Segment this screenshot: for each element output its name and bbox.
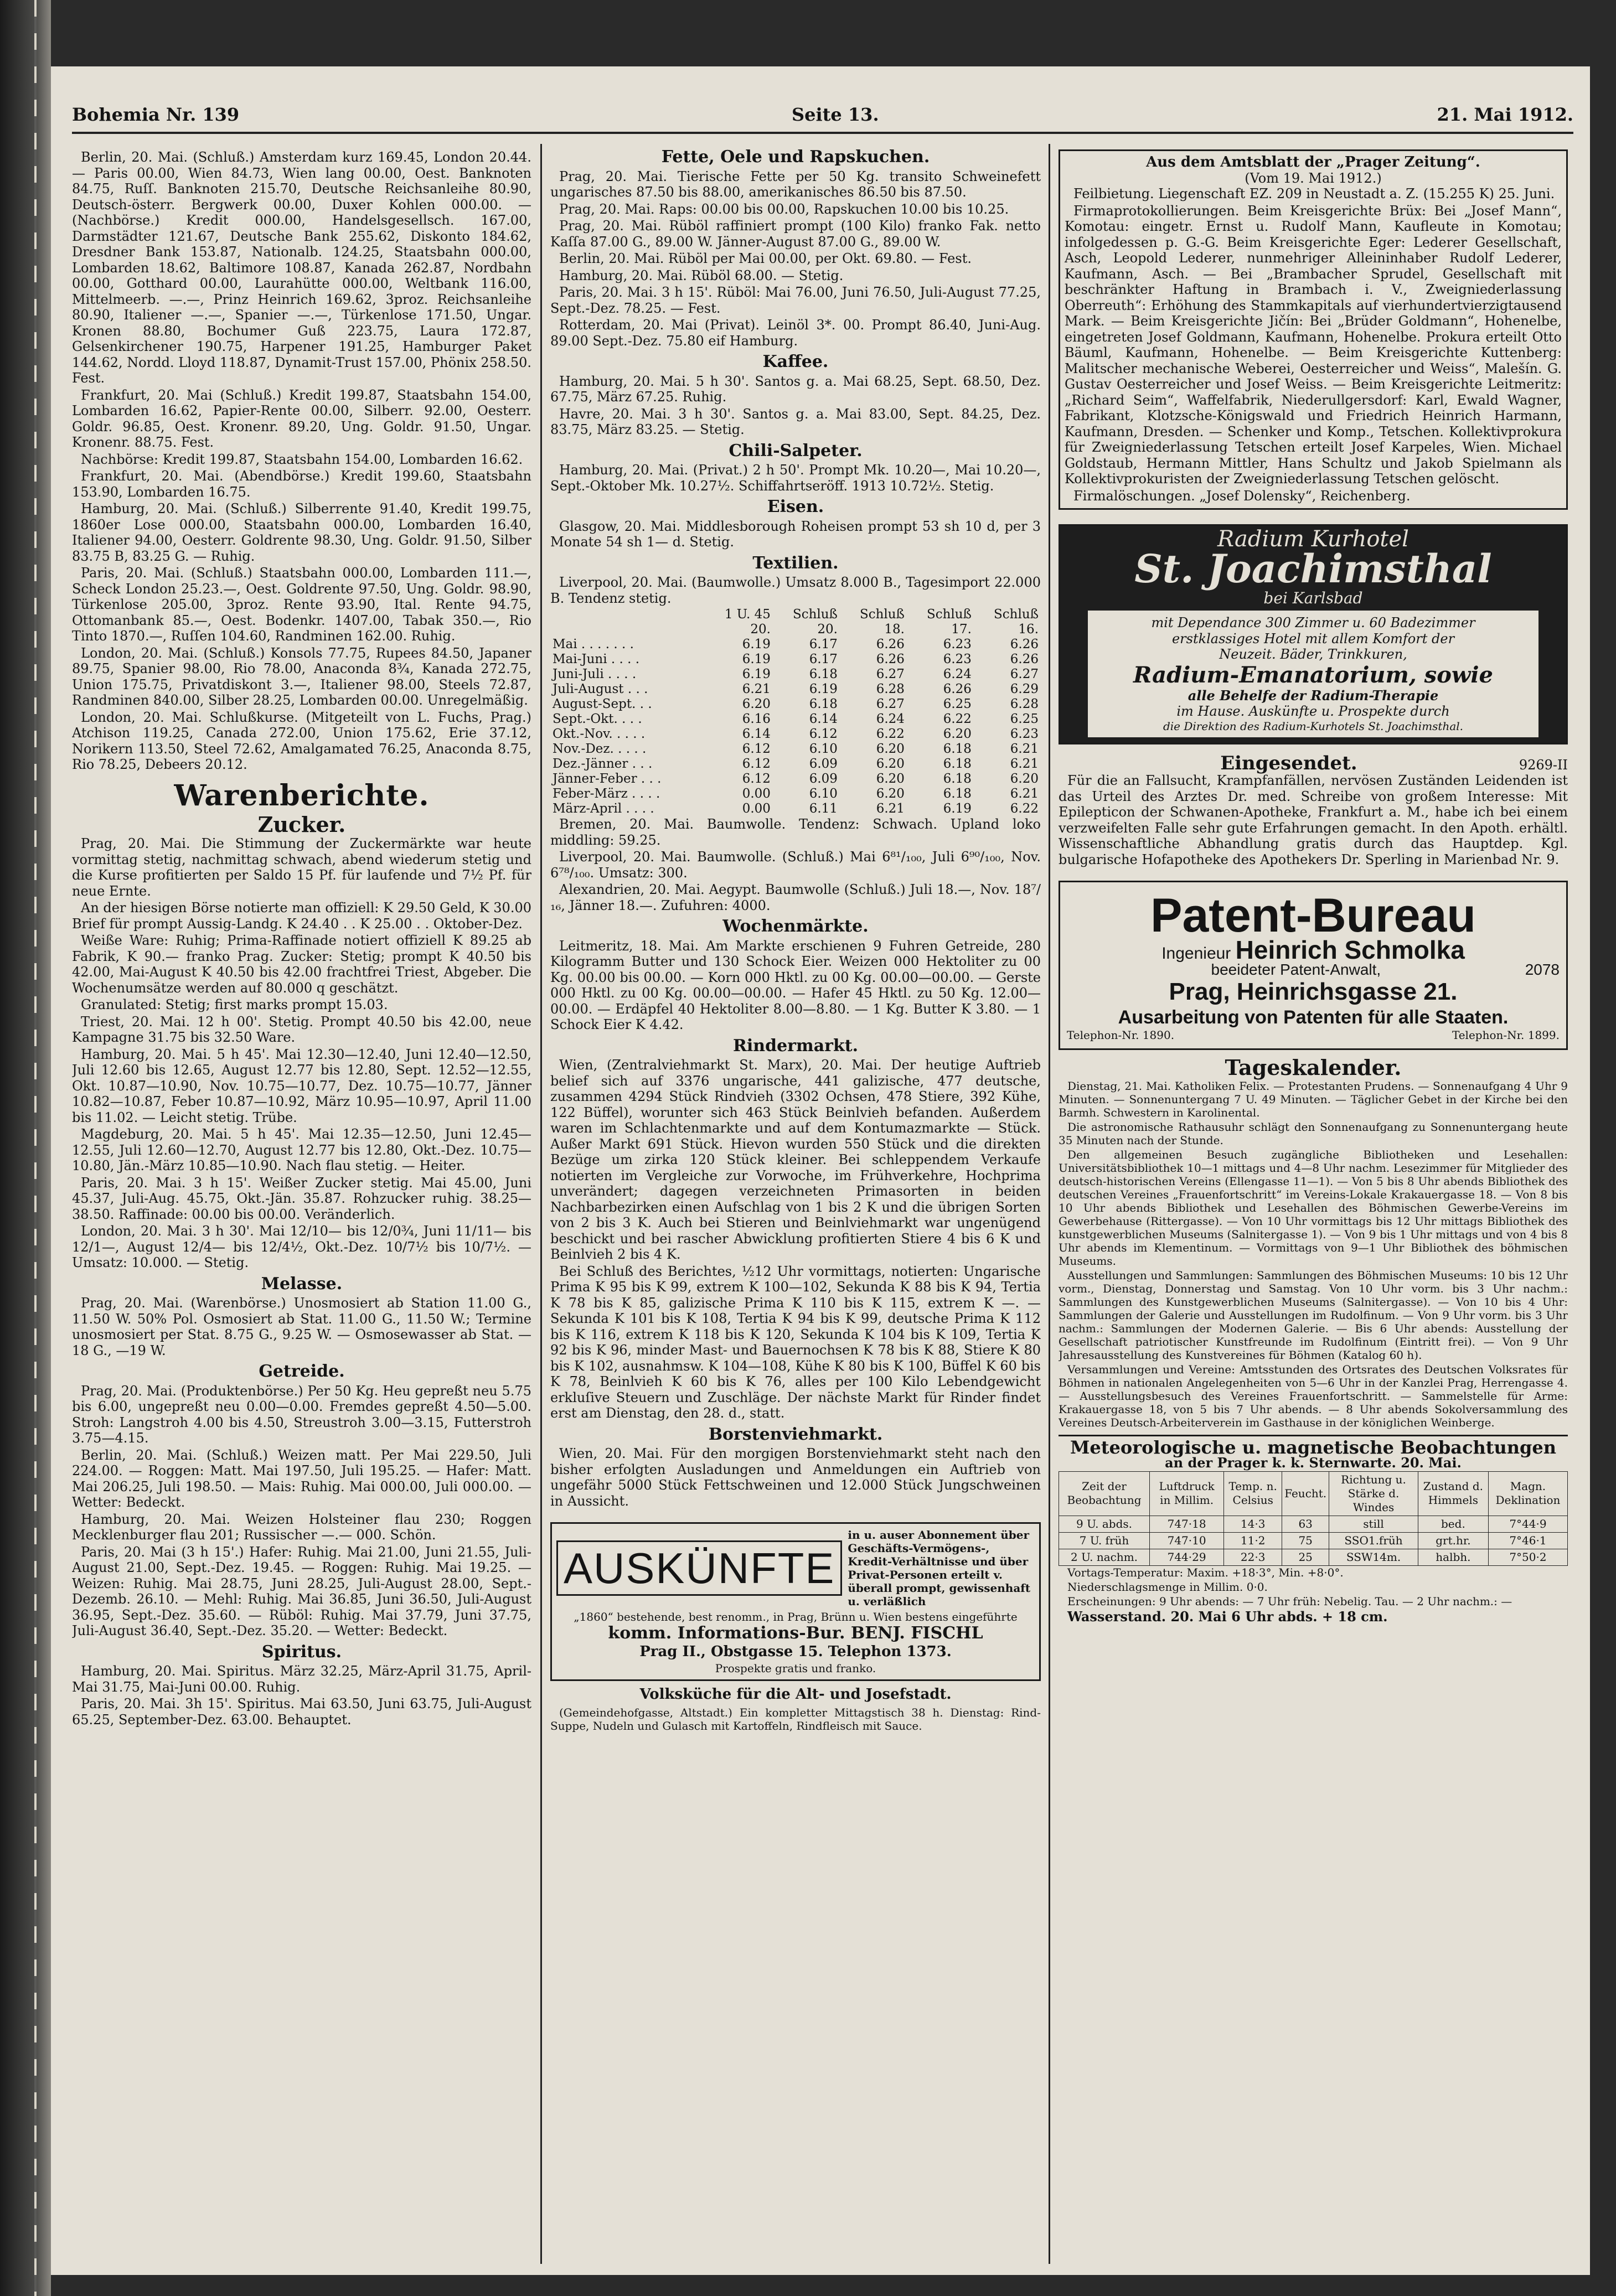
- meteo-section: [1059, 1435, 1568, 1625]
- iron-report: Glasgow, 20. Mai. Middlesborough Roheisen prompt 53 sh 10 d, per 3 Monate 54 sh 1— d. Stetig.: [550, 518, 1041, 550]
- column-left: [72, 149, 531, 2269]
- table-cell: 7°46·1: [1488, 1532, 1567, 1549]
- table-cell: grt.hr.: [1418, 1532, 1488, 1549]
- fats-report: Hamburg, 20. Mai. Rüböl 68.00. — Stetig.: [559, 267, 844, 283]
- table-row: [1059, 1532, 1568, 1549]
- newspaper-page: [51, 66, 1590, 2275]
- table-cell: 6.19: [742, 637, 771, 651]
- table-cell: 6.27: [876, 667, 905, 681]
- fats-report: Paris, 20. Mai. 3 h 15'. Rüböl: Mai 76.00, Juni 76.50, Juli-August 77.25, Sept.-Dez. 78.25. — Fest.: [550, 285, 1041, 316]
- table-cell: 9 U. abds.: [1059, 1516, 1150, 1532]
- table-header-cell: 17.: [951, 622, 972, 637]
- radium-ad-name: St. Joachimsthal: [1134, 545, 1492, 592]
- table-cell: 75: [1282, 1532, 1329, 1549]
- market-report: Nachbörse: Kredit 199.87, Staatsbahn 154.00, Lombarden 16.62.: [81, 451, 523, 467]
- table-header-row: [550, 622, 1041, 637]
- table-cell: 6.19: [943, 801, 972, 816]
- table-header-cell: [550, 622, 704, 637]
- sugar-report: London, 20. Mai. 3 h 30'. Mai 12/10— bis 12/0¾, Juni 11/11— bis 12/1—, August 12/4— bis 12/4½, Okt.-Dez. 10/7½ bis 10/7½. — Umsatz: 10.000. — Stetig.: [72, 1223, 531, 1270]
- market-report: London, 20. Mai. Schlußkurse. (Mitgeteilt von L. Fuchs, Prag.) Atchison 119.25, Canada 272.00, Union 175.62, Erie 37.12, Norikern 113.50, Steel 72.62, Amalgamated 76.25, Anaconda 8.75, Rio 78.25, Debeers 20.12.: [72, 709, 531, 772]
- table-row: [1059, 1549, 1568, 1565]
- table-cell: 6.18: [809, 667, 838, 681]
- table-cell: 63: [1282, 1516, 1329, 1532]
- advertisement-patent-bureau: [1059, 881, 1568, 1050]
- sugar-report: Prag, 20. Mai. Die Stimmung der Zuckermärkte war heute vormittag stetig, nachmittag schwach, abend wiederum stetig und die Kurse profitierten per Saldo 15 Pf. für laufende und 7½ Pf. für neue Ernte.: [72, 836, 531, 899]
- table-cell: 6.21: [1010, 742, 1039, 756]
- table-cell: 6.09: [809, 757, 838, 771]
- calendar-entry: Dienstag, 21. Mai. Katholiken Felix. — Protestanten Prudens. — Sonnenaufgang 4 Uhr 9 Minuten. — Sonnenuntergang 7 U. 49 Minuten. — Täglicher Gebet in der Kirche bei den Barmh. Schwestern in Karolinental.: [1059, 1079, 1568, 1119]
- patent-ad-address: Prag, Heinrichsgasse 21.: [1169, 978, 1458, 1005]
- table-cell: Okt.-Nov. . . . .: [553, 727, 646, 741]
- saltpeter-report: Hamburg, 20. Mai. (Privat.) 2 h 50'. Prompt Mk. 10.20—, Mai 10.20—, Sept.-Oktober Mk. 10.27½. Schiffahrtseröff. 1913 10.72½. Stetig.: [550, 462, 1041, 494]
- table-row: [550, 652, 1041, 667]
- meteo-note: Niederschlagsmenge in Millim. 0·0.: [1067, 1580, 1268, 1594]
- grain-report: Hamburg, 20. Mai. Weizen Holsteiner flau 230; Roggen Mecklenburger flau 201; Russischer —.— 000. Schön.: [72, 1511, 531, 1543]
- table-cell: 6.19: [809, 682, 838, 696]
- ad-top-row: [556, 1528, 1035, 1608]
- table-cell: 6.12: [742, 772, 771, 786]
- textile-report: Liverpool, 20. Mai. Baumwolle. (Schluß.) Mai 6⁸¹/₁₀₀, Juli 6⁹⁰/₁₀₀, Nov. 6⁷⁸/₁₀₀. Umsatz: 300.: [550, 849, 1041, 881]
- radium-ad-line: erstklassiges Hotel mit allem Komfort der: [1171, 630, 1455, 647]
- ad-title: AUSKÜNFTE: [556, 1540, 842, 1596]
- table-header-cell: Zeit der Beobachtung: [1059, 1471, 1150, 1516]
- table-cell: 6.12: [809, 727, 838, 741]
- radium-ad-details: [1088, 611, 1538, 737]
- table-row: [550, 801, 1041, 816]
- table-header-cell: 16.: [1018, 622, 1039, 637]
- spirits-report: Paris, 20. Mai. 3h 15'. Spiritus. Mai 63.50, Juni 63.75, Juli-August 65.25, September-Dez. 63.00. Behauptet.: [72, 1696, 531, 1728]
- table-cell: 6.22: [943, 712, 972, 726]
- patent-ad-role: beeideter Patent-Anwalt,: [1211, 960, 1381, 978]
- amtsblatt-entry: Firmalöschungen. „Josef Dolensky“, Reichenberg.: [1073, 488, 1411, 504]
- table-cell: 6.18: [943, 757, 972, 771]
- patent-ad-work: Ausarbeitung von Patenten für alle Staaten.: [1118, 1007, 1509, 1028]
- table-cell: 6.14: [742, 727, 771, 741]
- radium-ad-line: alle Behelfe der Radium-Therapie: [1188, 687, 1439, 704]
- textile-report: Bremen, 20. Mai. Baumwolle. Tendenz: Schwach. Upland loko middling: 59.25.: [550, 816, 1041, 848]
- eingesendet-text: Für die an Fallsucht, Krampfanfällen, nervösen Zuständen Leidenden ist das Urteil des Arztes Dr. med. Schreibe von großem Interesse: Mit Epilepticon der Schwanen-Apotheke, Frankfurt a. M., habe ich bei einem verzweifelten Falle sehr gute Erfahrungen gemacht. In den Apoth. erhältl. Wissenschaftliche Abhandlung gratis durch das Hauptdep. Kgl. bulgarische Hofapotheke des Apothekers Dr. Sperling in Marienbad Nr. 9.: [1059, 773, 1568, 867]
- table-cell: halbh.: [1418, 1549, 1488, 1565]
- coffee-report: Hamburg, 20. Mai. 5 h 30'. Santos g. a. Mai 68.25, Sept. 68.50, Dez. 67.75, März 67.25. Ruhig.: [550, 373, 1041, 405]
- sugar-report: Hamburg, 20. Mai. 5 h 45'. Mai 12.30—12.40, Juni 12.40—12.50, Juli 12.60 bis 12.65, August 12.77 bis 12.80, Sept. 12.52—12.55, Okt. 10.87—10.90, Nov. 10.75—10.77, Dez. 10.75—10.77, Jänner 10.82—10.87, Feber 10.87—10.92, März 10.95—10.97, April 11.00 bis 11.02. — Leicht stetig. Trübe.: [72, 1046, 531, 1125]
- patent-ad-role-line: [1067, 962, 1560, 978]
- table-cell: 6.18: [809, 697, 838, 711]
- fats-report: Berlin, 20. Mai. Rüböl per Mai 00.00, per Okt. 69.80. — Fest.: [559, 251, 972, 266]
- table-header-cell: Schluß: [926, 607, 972, 622]
- table-row: [1059, 1516, 1568, 1532]
- table-cell: 6.18: [943, 742, 972, 756]
- table-cell: 6.21: [742, 682, 771, 696]
- eingesendet-title: Eingesendet.: [1220, 752, 1357, 774]
- sugar-report: Granulated: Stetig; first marks prompt 15.03.: [81, 997, 388, 1012]
- table-cell: 6.23: [943, 637, 972, 651]
- column-rule-1: [540, 144, 542, 2264]
- radium-ad-line: mit Dependance 300 Zimmer u. 60 Badezimmer: [1151, 615, 1475, 630]
- section-heading-zucker: Zucker.: [257, 811, 346, 837]
- table-cell: 6.26: [943, 682, 972, 696]
- table-cell: 6.26: [1010, 637, 1039, 651]
- table-cell: 6.16: [742, 712, 771, 726]
- table-header-cell: Schluß: [859, 607, 905, 622]
- header-page-number: Seite 13.: [792, 104, 879, 125]
- market-report: London, 20. Mai. (Schluß.) Konsols 77.75, Rupees 84.50, Japaner 89.75, Spanier 98.00, Rio 78.00, Anaconda 8¾, Kanada 272.75, Union 175.75, Privatdiskont 3.—, Italiener 98.00, Steels 72.87, Randminen 840.00, Silber 28.25, Lombarden 00.00. Unregelmäßig.: [72, 645, 531, 708]
- table-cell: Mai-Juni . . . .: [553, 652, 640, 666]
- table-cell: bed.: [1418, 1516, 1488, 1532]
- table-cell: 6.23: [1010, 727, 1039, 741]
- table-cell: 6.10: [809, 742, 838, 756]
- section-heading-chili-salpeter: Chili-Salpeter.: [729, 441, 863, 461]
- market-report: Frankfurt, 20. Mai (Schluß.) Kredit 199.87, Staatsbahn 154.00, Lombarden 16.62, Papier-Rente 00.00, Silberr. 92.00, Oesterr. Goldr. 96.85, Oest. Kronenr. 89.20, Ung. Goldr. 91.50, Ungar. Kronenr. 88.75. Fest.: [72, 387, 531, 450]
- table-header-cell: Schluß: [792, 607, 838, 622]
- table-cell: 2 U. nachm.: [1059, 1549, 1150, 1565]
- calendar-entry: Ausstellungen und Sammlungen: Sammlungen des Böhmischen Museums: 10 bis 12 Uhr vorm., Dienstag, Donnerstag und Samstag. Von 10 Uhr vorm. bis 3 Uhr nachm.: Sammlungen des Kunstgewerblichen Museums (Salnitergasse). — Von 10 bis 4 Uhr: Sammlungen der Galerie und Ausstellungen im Rudolfinum. — Von 9 Uhr vorm. bis 3 Uhr nachm.: Sammlungen der Modernen Galerie. — Bis 6 Uhr abends: Ausstellung der Gesellschaft patriotischer Kunstfreunde im Rudolfinum (Eintritt frei). — Von 9 Uhr Jahresausstellung des Kunstvereines für Böhmen (Katalog 60 h).: [1059, 1268, 1568, 1362]
- table-row: [550, 757, 1041, 772]
- table-cell: 7 U. früh: [1059, 1532, 1150, 1549]
- cotton-price-table: [550, 607, 1041, 816]
- meteo-subtitle: an der Prager k. k. Sternwarte. 20. Mai.: [1165, 1455, 1462, 1471]
- table-header-cell: 20.: [750, 622, 771, 637]
- table-header-cell: Magn. Deklination: [1488, 1471, 1567, 1516]
- table-header-cell: Schluß: [994, 607, 1039, 622]
- ad-footer: Prospekte gratis und franko.: [715, 1662, 876, 1675]
- eingesendet-header: [1059, 752, 1568, 774]
- table-row: [550, 742, 1041, 757]
- advertisement-radium-kurhotel: [1059, 524, 1568, 744]
- section-heading-textilien: Textilien.: [752, 553, 839, 573]
- table-row: [550, 772, 1041, 787]
- table-cell: SSW14m.: [1329, 1549, 1418, 1565]
- column-right: [1059, 149, 1568, 2269]
- section-heading-melasse: Melasse.: [261, 1274, 343, 1294]
- patent-ad-ing: Ingenieur: [1161, 944, 1231, 963]
- table-cell: Dez.-Jänner . . .: [553, 757, 653, 771]
- table-cell: 6.29: [1010, 682, 1039, 696]
- table-cell: 6.21: [1010, 787, 1039, 801]
- meteo-title: Meteorologische u. magnetische Beobachtungen: [1070, 1436, 1557, 1458]
- eingesendet-number: 9269-II: [1519, 757, 1568, 773]
- table-header-cell: 1 U. 45: [724, 607, 771, 622]
- table-row: [550, 682, 1041, 697]
- table-row: [550, 697, 1041, 712]
- patent-ad-number: 2078: [1525, 960, 1560, 978]
- section-heading-borstenviehmarkt: Borstenviehmarkt.: [708, 1424, 883, 1444]
- radium-ad-location: bei Karlsbad: [1263, 588, 1363, 607]
- table-cell: 6.25: [943, 697, 972, 711]
- fats-report: Prag, 20. Mai. Tierische Fette per 50 Kg. transito Schweinefett ungarisches 87.50 bis 88.00, amerikanisches 86.50 bis 87.50.: [550, 168, 1041, 200]
- sugar-report: Triest, 20. Mai. 12 h 00'. Stetig. Prompt 40.50 bis 42.00, neue Kampagne 31.75 bis 32.50 Ware.: [72, 1013, 531, 1045]
- calendar-entry: Die astronomische Rathausuhr schlägt den Sonnenaufgang zu Sonnenuntergang heute 35 Minuten nach der Stunde.: [1059, 1120, 1568, 1147]
- meteo-table: [1059, 1471, 1568, 1566]
- sugar-report: Weiße Ware: Ruhig; Prima-Raffinade notiert offiziell K 89.25 ab Fabrik, K 90.— franko Prag. Zucker: Stetig; prompt K 40.50 bis 42.00, Mai-August K 40.50 bis 42.00 frachtfrei Triest, Abgeber. Die Wochenumsätze werden auf 80.000 q geschätzt.: [72, 933, 531, 996]
- amtsblatt-box: [1059, 149, 1568, 510]
- pig-market-report: Wien, 20. Mai. Für den morgigen Borstenviehmarkt steht nach den bisher erfolgten Ausladungen und Anmeldungen ein Auftrieb von ungefähr 5000 Stück Fettschweinen und 12.000 Stück Jungschweinen in Aussicht.: [550, 1446, 1041, 1509]
- radium-ad-top: Radium Kurhotel: [1217, 526, 1409, 552]
- table-header-cell: 20.: [817, 622, 838, 637]
- table-header-cell: Richtung u. Stärke d. Windes: [1329, 1471, 1418, 1516]
- table-cell: 6.22: [1010, 801, 1039, 816]
- table-cell: Jänner-Feber . . .: [553, 772, 662, 786]
- table-header-cell: Feucht.: [1282, 1471, 1329, 1516]
- table-cell: 6.19: [742, 652, 771, 666]
- sugar-report: Paris, 20. Mai. 3 h 15'. Weißer Zucker stetig. Mai 45.00, Juni 45.37, Juli-Aug. 45.75, Okt.-Jän. 35.87. Rohzucker ruhig. 38.25—38.50. Raffinade: 00.00 bis 00.00. Veränderlich.: [72, 1175, 531, 1222]
- table-cell: Nov.-Dez. . . . .: [553, 742, 647, 756]
- market-report: Paris, 20. Mai. (Schluß.) Staatsbahn 000.00, Lombarden 111.—, Scheck London 25.23.—, Oest. Goldrente 97.50, Ung. Goldr. 98.90, Türkenlose 205.00, 3proz. Rente 93.90, Ital. Rente 94.75, Ottomanbank 85.—, Oest. Bodenkr. 1407.00, Tabak 350.—, Rio Tinto 1870.—, Ruſſen 104.60, Randminen 162.00. Ruhig.: [72, 565, 531, 644]
- column-middle: [550, 149, 1041, 2269]
- section-heading-rindermarkt: Rindermarkt.: [732, 1036, 859, 1056]
- fats-report: Rotterdam, 20. Mai (Privat). Leinöl 3*. 00. Prompt 86.40, Juni-Aug. 89.00 Sept.-Dez. 75.80 eif Hamburg.: [550, 317, 1041, 349]
- table-cell: 6.20: [876, 772, 905, 786]
- table-cell: 22·3: [1224, 1549, 1282, 1565]
- patent-ad-name: Heinrich Schmolka: [1235, 935, 1465, 964]
- table-cell: 0.00: [742, 787, 771, 801]
- meteo-note: Erscheinungen: 9 Uhr abends: — 7 Uhr früh: Nebelig. Tau. — 2 Uhr nachm.: —: [1067, 1594, 1512, 1608]
- ad-address: Prag II., Obstgasse 15. Telephon 1373.: [639, 1643, 952, 1660]
- table-row: [550, 727, 1041, 742]
- table-cell: 6.28: [1010, 697, 1039, 711]
- calendar-entry: Den allgemeinen Besuch zugängliche Bibliotheken und Lesehallen: Universitätsbibliothek 10—1 mittags und 4—8 Uhr nachm. Lesezimmer für Mitglieder des deutsch-historischen Vereins (Ellengasse 11—1). — Von 5 bis 8 Uhr abends Bibliothek des deutschen Vereines „Frauenfortschritt“ im Vereins-Lokale Krakauergasse 18. — Von 8 bis 10 Uhr abends Bibliothek und Lesehallen des Böhmischen Gewerbe-Vereins im Gewerbehause (Rittergasse). — Von 10 Uhr vormittags bis 12 Uhr mittags Bibliothek des kunstgewerblichen Museums (Salnitergasse 1). — Von 9 bis 1 Uhr mittags und von 4 bis 8 Uhr abends im Klementinum. — Vormittags von 9—1 Uhr Bibliothek des böhmischen Museums.: [1059, 1147, 1568, 1268]
- patent-ad-phone: Telephon-Nr. 1890.: [1067, 1028, 1175, 1042]
- table-cell: 6.12: [742, 742, 771, 756]
- table-cell: 6.20: [943, 727, 972, 741]
- cotton-table-body: [550, 637, 1041, 816]
- table-row: [550, 712, 1041, 727]
- section-heading-getreide: Getreide.: [259, 1362, 345, 1381]
- table-cell: Sept.-Okt. . . .: [553, 712, 642, 726]
- table-cell: 6.20: [742, 697, 771, 711]
- amtsblatt-subtitle: (Vom 19. Mai 1912.): [1245, 170, 1382, 186]
- calendar-entry: Versammlungen und Vereine: Amtsstunden des Ortsrates des Deutschen Volksrates für Böhmen in nationalen Angelegenheiten von 5—6 Uhr in der Kanzlei Prag, Herrengasse 4. — Ausstellungsbesuch des Vereines Frauenfortschritt. — Sammelstelle für Arme: Krakauergasse 18, von 5 bis 7 Uhr abends. — 8 Uhr abends Sokolversammlung des Vereines Deutsch-Arbeiterverein im Gasthause in der königlichen Weinberge.: [1059, 1362, 1568, 1429]
- table-cell: 6.27: [1010, 667, 1039, 681]
- table-cell: 6.11: [809, 801, 838, 816]
- table-cell: Mai . . . . . . .: [553, 637, 634, 651]
- grain-report: Prag, 20. Mai. (Produktenbörse.) Per 50 Kg. Heu gepreßt neu 5.75 bis 6.00, ungepreßt neu 0.00—0.00. Fremdes gepreßt 4.50—5.00. Stroh: Langstroh 4.00 bis 4.50, Streustroh 3.00—3.15, Futterstroh 3.75—4.15.: [72, 1383, 531, 1446]
- header-rule: [72, 132, 1573, 134]
- grain-report: Berlin, 20. Mai. (Schluß.) Weizen matt. Per Mai 229.50, Juli 224.00. — Roggen: Matt. Mai 197.50, Juli 195.25. — Hafer: Matt. Mai 206.25, Juli 198.50. — Mais: Ruhig. Mai 000.00, Juli 000.00. — Wetter: Bedeckt.: [72, 1447, 531, 1510]
- table-cell: 747·18: [1150, 1516, 1224, 1532]
- advertisement-auskuenfte: [550, 1522, 1041, 1681]
- cattle-report: Wien, (Zentralviehmarkt St. Marx), 20. Mai. Der heutige Auftrieb belief sich auf 3376 ungarische, 441 galizische, 477 deutsche, zusammen 4294 Stück Rindvieh (3302 Ochsen, 478 Stiere, 392 Kühe, 122 Büffel), worunter sich 463 Stück Beinlvieh befanden. Außerdem waren im Schlachtenmarkte und auf dem Kontumazmarkte — Stück. Außer Markt 691 Stück. Hievon wurden 550 Stück und die direkten Bezüge um zirka 120 Stück kleiner. Bei schleppendem Verkaufe notierten im Vergleiche zur Vorwoche, im Frühverkehre, Hochprima unverändert; dagegen verzeichneten Primasorten in beiden Nachbarbezirken einen Aufschlag von 1 bis 2 K und die übrigen Sorten von 2 bis 3 K. Auch bei Stieren und Beinlviehmarkt war ungenügend beschickt und bei rascher Abwicklung profitierten Stiere 4 bis 6 K und Beinlvieh 2 bis 4 K.: [550, 1057, 1041, 1262]
- table-cell: 6.12: [742, 757, 771, 771]
- table-cell: 6.18: [943, 772, 972, 786]
- table-cell: 6.26: [876, 637, 905, 651]
- radium-ad-line: Radium-Emanatorium, sowie: [1133, 661, 1493, 688]
- radium-ad-line: im Hause. Auskünfte u. Prospekte durch: [1176, 704, 1450, 719]
- section-heading-eisen: Eisen.: [767, 497, 824, 516]
- table-cell: 6.17: [809, 652, 838, 666]
- weekly-market-report: Leitmeritz, 18. Mai. Am Markte erschienen 9 Fuhren Getreide, 280 Kilogramm Butter und 130 Schock Eier. Weizen 000 Hektoliter zu 00 Kg. 00.00 bis 00.00. — Korn 000 Hktl. zu 00 Kg. 00.00—00.00. — Gerste 000 Hktl. zu 00 Kg. 00.00—00.00. — Hafer 45 Hktl. zu 50 Kg. 12.00—00.00. — Erdäpfel 40 Hektoliter 8.00—8.80. — 1 Kg. Butter K 3.80. — 1 Schock Eier K 4.42.: [550, 938, 1041, 1032]
- meteo-note: Vortags-Temperatur: Maxim. +18·3°, Min. +8·0°.: [1067, 1565, 1344, 1579]
- binding-stitch: [34, 0, 37, 2296]
- table-cell: 6.23: [943, 652, 972, 666]
- market-report: Frankfurt, 20. Mai. (Abendbörse.) Kredit 199.60, Staatsbahn 153.90, Lombarden 16.75.: [72, 468, 531, 500]
- fats-report: Prag, 20. Mai. Rüböl raffiniert prompt (100 Kilo) franko Fak. netto Kaſſa 87.00 G., 89.00 W. Jänner-August 87.00 G., 89.00 W.: [550, 218, 1041, 250]
- volkskueche-text: (Gemeindehofgasse, Altstadt.) Ein kompletter Mittagstisch 38 h. Dienstag: Rind-Suppe, Nudeln und Gulasch mit Kartoffeln, Rindfleisch mit Sauce.: [550, 1705, 1041, 1733]
- table-cell: Juli-August . . .: [553, 682, 648, 696]
- amtsblatt-title: Aus dem Amtsblatt der „Prager Zeitung“.: [1146, 154, 1480, 170]
- book-binding-edge: [0, 0, 51, 2296]
- amtsblatt-entry: Firmaprotokollierungen. Beim Kreisgerichte Brüx: Bei „Josef Mann“, Komotau: eingetr. Ernst u. Rudolf Mann, Kaufleute in Komotau; infolgedessen p. G.-G. Beim Kreisgerichte Eger: Lederer Gesellschaft, Asch, Leopold Lederer, nunmehriger Alleininhaber Rudolf Lederer, Kaufmann, Asch. — Bei „Brambacher Sprudel, Gesellschaft mit beschränkter Haftung in Brambach i. V., Zweigniederlassung Oberreuth“: Erhöhung des Stammkapitals auf vierhundertvierzigtausend Mark. — Beim Kreisgerichte Jičín: Bei „Brüder Goldmann“, Hohenelbe, eingetreten Josef Goldmann, Kaufmann, Hohenelbe. Prokura erteilt Otto Bäuml, Kaufmann, Hohenelbe. — Beim Kreisgerichte Kuttenberg: Malitscher mechanische Weberei, Oesterreicher und Weiss“, Malešín. G. Gustav Oesterreicher und Josef Weiss. — Beim Kreisgerichte Leitmeritz: „Richard Seim“, Waffelfabrik, Niederullgersdorf: Karl, Ewald Wagner, Fabrikant, Klotzsche-Königswald und Friedrich Heinrich Harmann, Kaufmann, Dresden. — Schenker und Komp., Tetschen. Kollektivprokura für Zweigniederlassung Tetschen erteilt Josef Karpeles, Wien. Michael Goldstaub, Hermann Mittler, Hans Schultz und Jakob Spielmann als Kollektivprokuristen der Zweigniederlassung Tetschen gelöscht.: [1065, 203, 1562, 487]
- table-header-row: [550, 607, 1041, 622]
- grain-report: Paris, 20. Mai (3 h 15'.) Hafer: Ruhig. Mai 21.00, Juni 21.55, Juli-August 21.00, Sept.-Dez. 19.45. — Roggen: Ruhig. Mai 19.25. — Weizen: Ruhig. Mai 28.75, Juni 28.25, Juli-August 28.00, Sept.-Dezemb. 26.10. — Mehl: Ruhig. Mai 36.85, Juni 36.50, Juli-August 36.95, Sept.-Dez. 35.60. — Rüböl: Ruhig. Mai 37.79, Juni 37.75, Juli-August 36.40, Sept.-Dez. 35.20. — Wetter: Bedeckt.: [72, 1544, 531, 1638]
- table-cell: August-Sept. . .: [553, 697, 652, 711]
- section-heading-wochenmaerkte: Wochenmärkte.: [722, 917, 869, 936]
- table-header-cell: 18.: [884, 622, 905, 637]
- table-cell: 6.17: [809, 637, 838, 651]
- radium-ad-line: Neuzeit. Bäder, Trinkkuren,: [1219, 647, 1407, 662]
- section-heading-kaffee: Kaffee.: [762, 352, 829, 371]
- table-cell: 6.20: [1010, 772, 1039, 786]
- table-cell: 6.09: [809, 772, 838, 786]
- textile-report: Alexandrien, 20. Mai. Aegypt. Baumwolle (Schluß.) Juli 18.—, Nov. 18⁷/₁₆, Jänner 18.—. Zufuhren: 4000.: [550, 882, 1041, 913]
- table-cell: 7°50·2: [1488, 1549, 1567, 1565]
- section-heading-fette: Fette, Oele und Rapskuchen.: [661, 149, 930, 167]
- table-cell: 25: [1282, 1549, 1329, 1565]
- volkskueche-heading: Volksküche für die Alt- und Josefstadt.: [639, 1686, 952, 1703]
- table-cell: SSO1.früh: [1329, 1532, 1418, 1549]
- table-cell: Feber-März . . . .: [553, 787, 660, 801]
- table-cell: 6.14: [809, 712, 838, 726]
- page-header: [72, 104, 1573, 133]
- table-header-cell: Temp. n. Celsius: [1224, 1471, 1282, 1516]
- patent-ad-title: Patent-Bureau: [1150, 889, 1476, 942]
- table-cell: 6.22: [876, 727, 905, 741]
- amtsblatt-entry: Feilbietung. Liegenschaft EZ. 209 in Neustadt a. Z. (15.255 K) 25. Juni.: [1073, 186, 1555, 201]
- table-cell: 6.28: [876, 682, 905, 696]
- fats-report: Prag, 20. Mai. Raps: 00.00 bis 00.00, Rapskuchen 10.00 bis 10.25.: [559, 201, 1009, 217]
- section-heading-warenberichte: Warenberichte.: [174, 778, 430, 813]
- table-cell: 6.24: [876, 712, 905, 726]
- cattle-report: Bei Schluß des Berichtes, ½12 Uhr vormittags, notierten: Ungarische Prima K 95 bis K 99, extrem K 100—102, Sekunda K 88 bis K 94, Tertia K 78 bis K 85, galizische Prima K 110 bis K 115, extrem K —. — Sekunda K 101 bis K 108, Tertia K 94 bis K 99, deutsche Prima K 112 bis K 116, extrem K 118 bis K 120, Sekunda K 104 bis K 109, Tertia K 92 bis K 96, minder Mast- und Bauernochsen K 78 bis K 88, Stiere K 80 bis K 102, ausnahmsw. K 104—108, Kühe K 80 bis K 100, Büffel K 60 bis K 78, Beinlvieh K 60 bis K 76, alles per 100 Kilo Lebendgewicht erkluſive Steuern und Zuschläge. Der nächste Markt für Rinder findet erst am Dienstag, den 28. d., statt.: [550, 1263, 1041, 1421]
- table-cell: 14·3: [1224, 1516, 1282, 1532]
- textile-report: Liverpool, 20. Mai. (Baumwolle.) Umsatz 8.000 B., Tagesimport 22.000 B. Tendenz stetig.: [550, 575, 1041, 606]
- table-cell: 6.20: [876, 742, 905, 756]
- table-cell: still: [1329, 1516, 1418, 1532]
- table-row: [550, 787, 1041, 801]
- spirits-report: Hamburg, 20. Mai. Spiritus. März 32.25, März-April 31.75, April-Mai 31.75, Mai-Juni 00.00. Ruhig.: [72, 1663, 531, 1695]
- table-header-row: [1059, 1471, 1568, 1516]
- meteo-note: Wasserstand. 20. Mai 6 Uhr abds. + 18 cm.: [1067, 1608, 1388, 1625]
- patent-ad-person: [1067, 935, 1560, 964]
- ad-side-text: in u. auser Abonnement über Geschäfts-Vermögens-, Kredit-Verhältnisse und über Privat-Personen erteilt v. überall prompt, gewissenhaft u. verläßlich: [848, 1528, 1031, 1608]
- table-cell: 11·2: [1224, 1532, 1282, 1549]
- table-cell: März-April . . . .: [553, 801, 654, 816]
- patent-ad-phone: Telephon-Nr. 1899.: [1452, 1028, 1560, 1042]
- ad-company-name: komm. Informations-Bur. BENJ. FISCHL: [608, 1623, 983, 1643]
- table-header-cell: [550, 607, 704, 622]
- table-cell: 6.26: [1010, 652, 1039, 666]
- table-cell: 744·29: [1150, 1549, 1224, 1565]
- table-header-cell: Zustand d. Himmels: [1418, 1471, 1488, 1516]
- table-cell: 6.21: [1010, 757, 1039, 771]
- table-cell: 6.27: [876, 697, 905, 711]
- table-cell: 6.20: [876, 757, 905, 771]
- table-cell: 0.00: [742, 801, 771, 816]
- table-cell: 6.10: [809, 787, 838, 801]
- table-header-cell: Luftdruck in Millim.: [1150, 1471, 1224, 1516]
- column-rule-2: [1049, 144, 1050, 2264]
- meteo-table-body: [1059, 1516, 1568, 1565]
- molasses-report: Prag, 20. Mai. (Warenbörse.) Unosmosiert ab Station 11.00 G., 11.50 W. 50% Pol. Osmosiert ab Stat. 11.00 G., 11.50 W.; Termine unosmosiert per Stat. 8.75 G., 9.25 W. — Osmosewasser ab Stat. —18 G., —19 W.: [72, 1295, 531, 1358]
- market-report: Hamburg, 20. Mai. (Schluß.) Silberrente 91.40, Kredit 199.75, 1860er Lose 000.00, Staatsbahn 000.00, Lombarden 16.40, Italiener 94.00, Oesterr. Goldrente 98.30, Ung. Goldr. 91.50, Silber 83.75 B, 83.25 G. — Ruhig.: [72, 501, 531, 564]
- market-report: Berlin, 20. Mai. (Schluß.) Amsterdam kurz 169.45, London 20.44. — Paris 00.00, Wien 84.73, Wien lang 00.00, Oest. Banknoten 84.75, Ruſſ. Banknoten 215.70, Deutsche Reichsanleihe 80.90, Deutsch-österr. Bergwerk 00.00, Duxer Kohlen 000.00. — (Nachbörse.) Kredit 000.00, Handelsgesellsch. 167.00, Darmstädter 121.67, Deutsche Bank 255.62, Diskonto 184.62, Dresdner Bank 153.87, Nationalb. 124.25, Staatsbahn 000.00, Lombarden 18.62, Baltimore 108.87, Kanada 262.87, Nordbahn 00.00, Gotthard 00.00, Laurahütte 000.00, Weltbank 116.00, Mittelmeerb. —.—, Prinz Heinrich 169.62, 3proz. Reichsanleihe 80.90, Italiener —.—, Spanier —.—, Türkenlose 171.50, Ungar. Kronen 88.80, Bochumer Guß 223.75, Laura 172.87, Gelsenkirchener 190.75, Harpener 191.25, Hamburger Paket 144.62, Nordd. Lloyd 118.87, Dynamit-Trust 157.00, Phönix 258.50. Fest.: [72, 149, 531, 386]
- table-cell: 6.18: [943, 787, 972, 801]
- table-cell: 6.20: [876, 787, 905, 801]
- section-heading-tageskalender: Tageskalender.: [1225, 1055, 1402, 1080]
- patent-ad-phones: [1067, 1028, 1560, 1042]
- header-date: 21. Mai 1912.: [1437, 104, 1573, 125]
- table-row: [550, 667, 1041, 682]
- table-cell: 6.21: [876, 801, 905, 816]
- table-cell: 6.26: [876, 652, 905, 666]
- radium-ad-line: die Direktion des Radium-Kurhotels St. Joachimsthal.: [1163, 719, 1464, 733]
- sugar-report: An der hiesigen Börse notierte man offiziell: K 29.50 Geld, K 30.00 Brief für prompt Aussig-Landg. K 24.40 . . K 25.00 . . Oktober-Dez.: [72, 900, 531, 932]
- ad-line: „1860“ bestehende, best renomm., in Prag, Brünn u. Wien bestens eingeführte: [574, 1610, 1018, 1623]
- header-issue: Bohemia Nr. 139: [72, 104, 240, 125]
- table-cell: Juni-Juli . . . .: [553, 667, 637, 681]
- table-cell: 6.19: [742, 667, 771, 681]
- sugar-report: Magdeburg, 20. Mai. 5 h 45'. Mai 12.35—12.50, Juni 12.45—12.55, Juli 12.60—12.70, August 12.77 bis 12.80, Okt.-Dez. 10.75—10.80, Jän.-März 10.85—10.90. Nach flau stetig. — Heiter.: [72, 1126, 531, 1173]
- coffee-report: Havre, 20. Mai. 3 h 30'. Santos g. a. Mai 83.00, Sept. 84.25, Dez. 83.75, März 83.25. — Stetig.: [550, 406, 1041, 437]
- table-cell: 747·10: [1150, 1532, 1224, 1549]
- table-cell: 6.24: [943, 667, 972, 681]
- table-cell: 7°44·9: [1488, 1516, 1567, 1532]
- table-row: [550, 637, 1041, 652]
- table-cell: 6.25: [1010, 712, 1039, 726]
- section-heading-spiritus: Spiritus.: [261, 1642, 342, 1662]
